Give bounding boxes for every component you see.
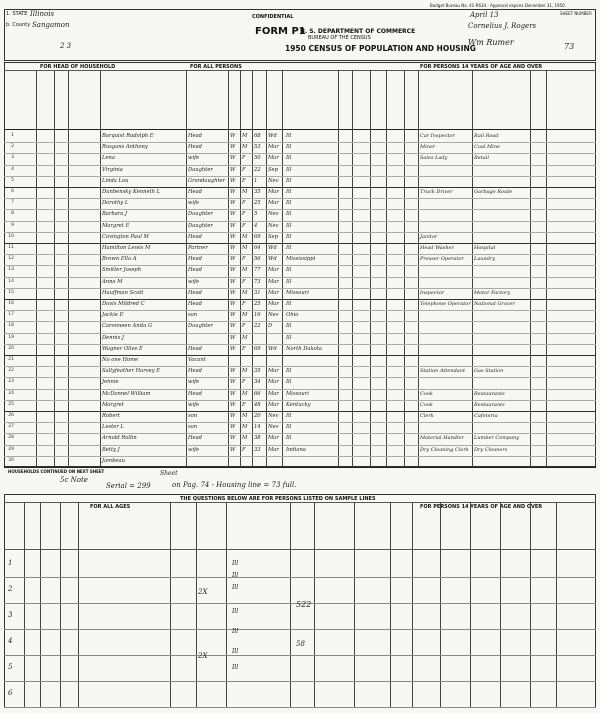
sample-line-marker: 2	[8, 585, 13, 593]
person-name: Davis Mildred C	[102, 301, 145, 307]
relationship: Grandaughter	[188, 177, 226, 184]
occupation: Cook	[420, 390, 433, 397]
row-line-number: 27	[8, 424, 14, 430]
marital-status: Nev	[268, 312, 279, 319]
age: 56	[254, 256, 261, 263]
sex: M	[242, 413, 248, 419]
row-line-number: 15	[8, 289, 14, 295]
age: 4	[254, 222, 258, 229]
race: W	[230, 289, 236, 296]
race: W	[230, 435, 236, 442]
sex: M	[242, 424, 248, 431]
sex: M	[242, 245, 248, 251]
relationship: son	[188, 424, 198, 431]
sample-value-h: 522	[296, 600, 312, 609]
occupation: Station Attendant	[420, 368, 465, 375]
age: 1	[254, 177, 258, 184]
marital-status: Wd	[268, 133, 277, 139]
sex: M	[242, 133, 248, 139]
row-line-number: 2	[11, 144, 14, 150]
race: W	[230, 301, 236, 307]
birthplace: Missouri	[286, 390, 309, 397]
sex: M	[242, 312, 248, 319]
occupation: Clerk	[420, 413, 434, 419]
industry: Hospital	[474, 245, 496, 251]
row-line-number: 17	[8, 312, 14, 318]
person-name: Brown Ella A	[102, 256, 137, 263]
industry: Garbage Route	[474, 189, 513, 195]
age: 34	[254, 379, 261, 386]
person-name: Betty J	[102, 446, 120, 453]
state-value: Illinois	[30, 10, 55, 18]
budget-note: Budget Bureau No. 41-R634 - Approval expires December 31, 1950.	[430, 3, 566, 8]
person-name: Hamilton Lewis M	[102, 245, 151, 251]
marital-status: Mar	[268, 390, 279, 397]
industry: Laundry	[474, 256, 496, 263]
birthplace: Ill	[286, 144, 292, 151]
race: W	[230, 334, 236, 341]
industry: Restaurants	[474, 390, 505, 397]
relationship: Head	[188, 189, 203, 195]
birthplace: Ill	[286, 424, 292, 431]
occupation: Sales Lady	[420, 155, 448, 162]
row-line-number: 18	[8, 323, 14, 329]
age: 50	[254, 155, 261, 162]
age: 16	[254, 312, 261, 319]
birthplace: Ill	[286, 413, 292, 419]
row-line-number: 12	[8, 256, 14, 262]
row-line-number: 20	[8, 345, 14, 351]
enumerator-signature: Wm Rumer	[468, 38, 514, 47]
race: W	[230, 379, 236, 386]
age: 69	[254, 345, 261, 352]
birthplace: Ill	[286, 323, 292, 330]
department-label: U. S. DEPARTMENT OF COMMERCE	[300, 28, 416, 35]
age: 64	[254, 245, 261, 251]
sample-line-marker: 6	[8, 689, 13, 697]
sample-value-k: Ill	[232, 664, 239, 671]
person-name: Barbara J	[102, 211, 128, 218]
race: W	[230, 345, 236, 352]
person-name: Barquist Rudolph E	[102, 133, 154, 139]
age: 5	[254, 211, 258, 218]
marital-status: Nev	[268, 177, 279, 184]
serial-note: Serial = 299	[106, 482, 151, 490]
sex: F	[242, 155, 246, 162]
birthplace: Ill	[286, 435, 292, 442]
age: 14	[254, 424, 261, 431]
relationship: wife	[188, 446, 200, 453]
sample-value-i: 58	[296, 640, 305, 648]
enumeration-date: April 13	[470, 11, 499, 19]
age: 22	[254, 323, 261, 330]
row-line-number: 29	[8, 446, 14, 452]
birthplace: Kentucky	[286, 401, 311, 408]
relationship: Head	[188, 144, 203, 151]
age: 38	[254, 435, 261, 442]
industry: Cafeteria	[474, 413, 498, 419]
relationship: Daughter	[188, 323, 213, 330]
occupation: Truck Driver	[420, 189, 453, 195]
race: W	[230, 155, 236, 162]
relationship: Head	[188, 368, 203, 375]
sex: F	[242, 200, 246, 207]
marital-status: Sep	[268, 166, 278, 173]
person-name: Sallyfeather Harvey E	[102, 368, 161, 375]
occupation: Telephone Operator	[420, 301, 471, 307]
occupation: Cook	[420, 401, 433, 408]
birthplace: Ill	[286, 233, 292, 240]
relationship: Partner	[188, 245, 208, 251]
section-all: FOR ALL PERSONS	[190, 64, 242, 70]
county-value: Sangamon	[32, 21, 70, 29]
sample-value-a: 2X	[198, 588, 208, 596]
county-label: b. County	[6, 22, 31, 28]
state-label: 1. STATE	[6, 11, 28, 17]
sheet-note: Sheet	[160, 470, 178, 477]
industry: Motor Factory	[474, 289, 511, 296]
age: 25	[254, 301, 261, 307]
relationship: Head	[188, 267, 203, 274]
marital-status: Sep	[268, 233, 278, 240]
occupation: Janitor	[420, 233, 438, 240]
age: 77	[254, 267, 261, 274]
age: 73	[254, 278, 261, 285]
sex: F	[242, 301, 246, 307]
row-line-number: 19	[8, 334, 14, 340]
sample-value-c: Ill	[232, 572, 239, 579]
person-name: Arnold Rollin	[102, 435, 137, 442]
person-name: Dennis J	[102, 334, 124, 341]
sex: M	[242, 289, 248, 296]
confidential-label: CONFIDENTIAL	[252, 14, 294, 20]
birthplace: North Dakota	[286, 345, 322, 352]
birthplace: Mississippi	[286, 256, 316, 263]
sex: F	[242, 222, 246, 229]
age: 53	[254, 144, 261, 151]
relationship: wife	[188, 200, 200, 207]
age: 66	[254, 390, 261, 397]
row-line-number: 22	[8, 368, 14, 374]
occupation: Material Handler	[420, 435, 464, 442]
sex: F	[242, 379, 246, 386]
section-14: FOR PERSONS 14 YEARS OF AGE AND OVER	[420, 64, 543, 70]
person-name: Wagner Olive E	[102, 345, 143, 352]
sex: M	[242, 144, 248, 151]
age: 25	[254, 200, 261, 207]
row-line-number: 14	[8, 278, 14, 284]
row-line-number: 11	[8, 245, 14, 250]
marital-status: Mar	[268, 435, 279, 442]
birthplace: Ill	[286, 368, 292, 375]
bureau-label: BUREAU OF THE CENSUS	[308, 35, 371, 41]
marital-status: Mar	[268, 401, 279, 408]
occupation: Inspector	[420, 289, 445, 296]
sample-value-g: Ill	[232, 648, 239, 655]
sex: F	[242, 166, 246, 173]
sample-line-marker: 1	[8, 559, 13, 567]
person-name: Jennie	[102, 379, 119, 386]
industry: Coal Mine	[474, 144, 500, 151]
occupation: Presser Operator	[420, 256, 464, 263]
sample-line-marker: 4	[8, 637, 13, 645]
birthplace: Ill	[286, 200, 292, 207]
race: W	[230, 177, 236, 184]
race: W	[230, 245, 236, 251]
relationship: Head	[188, 301, 203, 307]
person-name: Anna M	[102, 278, 123, 285]
row-line-number: 4	[11, 166, 14, 172]
birthplace: Ill	[286, 267, 292, 274]
person-name: Jambeau	[102, 457, 125, 464]
sheet-number-label: SHEET NUMBER	[560, 11, 592, 16]
row-line-number: 25	[8, 401, 14, 407]
industry: Restaurants	[474, 401, 505, 408]
birthplace: Missouri	[286, 289, 309, 296]
see-note: on Pag. 74 - Housing line = 73 full.	[172, 481, 297, 489]
side-note: 5c Note	[60, 476, 88, 484]
marital-status: Mar	[268, 289, 279, 296]
row-line-number: 8	[11, 211, 14, 217]
occupation: Dry Cleaning Clerk	[420, 446, 469, 453]
marital-status: Nev	[268, 413, 279, 419]
age: 35	[254, 189, 261, 195]
sample-value-e: Ill	[232, 608, 239, 615]
marital-status: Mar	[268, 379, 279, 386]
industry: Lumber Company	[474, 435, 520, 442]
industry: Dry Cleaners	[474, 446, 508, 453]
person-name: Margret	[102, 401, 124, 408]
sex: F	[242, 345, 246, 352]
relationship: Head	[188, 390, 203, 397]
race: W	[230, 323, 236, 330]
sample-header: THE QUESTIONS BELOW ARE FOR PERSONS LISTED ON SAMPLE LINES	[180, 496, 376, 502]
age: 68	[254, 133, 261, 139]
person-name: McDonnel William	[102, 390, 151, 397]
sample-14: FOR PERSONS 14 YEARS OF AGE AND OVER	[420, 504, 543, 510]
person-name: Jackie E	[102, 312, 124, 319]
birthplace: Ill	[286, 379, 292, 386]
form-label: FORM P1	[255, 26, 306, 37]
person-name: Lester L	[102, 424, 124, 431]
marital-status: Mar	[268, 200, 279, 207]
sex: F	[242, 446, 246, 453]
relationship: son	[188, 413, 198, 419]
birthplace: Ill	[286, 245, 292, 251]
row-line-number: 23	[8, 379, 14, 385]
census-title: 1950 CENSUS OF POPULATION AND HOUSING	[285, 44, 476, 53]
sex: M	[242, 189, 248, 195]
sex: M	[242, 390, 248, 397]
row-line-number: 21	[8, 357, 14, 362]
occupation: Head Washer	[420, 245, 454, 251]
birthplace: Ill	[286, 166, 292, 173]
person-name: Rasgans Anthony	[102, 144, 148, 151]
sex: M	[242, 368, 248, 375]
person-name: Virginia	[102, 166, 123, 173]
marital-status: Wd	[268, 256, 277, 263]
person-name: Linda Lou	[102, 177, 129, 184]
industry: Retail	[474, 155, 489, 162]
marital-status: D	[268, 323, 273, 330]
marital-status: Wd	[268, 345, 277, 352]
row-line-number: 6	[11, 189, 14, 194]
birthplace: Ill	[286, 211, 292, 218]
row-line-number: 1	[11, 133, 14, 138]
person-name: Margret E	[102, 222, 130, 229]
birthplace: Ill	[286, 278, 292, 285]
row-line-number: 13	[8, 267, 14, 273]
relationship: Head	[188, 345, 203, 352]
industry: National Grocer	[474, 301, 515, 307]
age: 35	[254, 368, 261, 375]
section-head: FOR HEAD OF HOUSEHOLD	[40, 64, 116, 70]
relationship: Head	[188, 233, 203, 240]
sample-all-ages: FOR ALL AGES	[90, 504, 131, 510]
occupation: Car Inspector	[420, 133, 455, 139]
sex: F	[242, 323, 246, 330]
sex: M	[242, 334, 248, 341]
sex: F	[242, 256, 246, 263]
sample-line-marker: 5	[8, 663, 13, 671]
race: W	[230, 256, 236, 263]
marital-status: Mar	[268, 155, 279, 162]
race: W	[230, 401, 236, 408]
age: 33	[254, 446, 261, 453]
enumerator-name: Cornelius J. Rogers	[468, 22, 537, 30]
birthplace: Ill	[286, 301, 292, 307]
industry: Gas Station	[474, 368, 504, 375]
race: W	[230, 222, 236, 229]
race: W	[230, 200, 236, 207]
race: W	[230, 413, 236, 419]
sex: F	[242, 177, 246, 184]
marital-status: Mar	[268, 368, 279, 375]
occupation: Miner	[420, 144, 436, 151]
row-line-number: 24	[8, 390, 14, 396]
ed-value: 2 3	[60, 42, 72, 50]
person-name: Covington Paul M	[102, 233, 149, 240]
marital-status: Mar	[268, 189, 279, 195]
age: 20	[254, 413, 261, 419]
sex: F	[242, 278, 246, 285]
sheet-number: 73	[564, 42, 575, 51]
person-name: Dorothy L	[102, 200, 129, 207]
industry: Rail Road	[474, 133, 499, 139]
age: 22	[254, 166, 261, 173]
sex: F	[242, 211, 246, 218]
relationship: Vacant	[188, 357, 206, 363]
race: W	[230, 424, 236, 431]
race: W	[230, 211, 236, 218]
marital-status: Mar	[268, 301, 279, 307]
birthplace: Indiana	[286, 446, 306, 453]
person-name: Lena	[102, 155, 115, 162]
marital-status: Mar	[268, 446, 279, 453]
marital-status: Mar	[268, 267, 279, 274]
sample-value-b: Ill	[232, 560, 239, 567]
race: W	[230, 368, 236, 375]
row-line-number: 10	[8, 233, 14, 239]
relationship: Head	[188, 133, 203, 139]
relationship: wife	[188, 155, 200, 162]
relationship: Head	[188, 256, 203, 263]
row-line-number: 16	[8, 301, 14, 306]
marital-status: Nev	[268, 424, 279, 431]
sample-value-f: Ill	[232, 628, 239, 635]
person-name: Caronneen Anita G	[102, 323, 153, 330]
sex: M	[242, 435, 248, 442]
relationship: Daughter	[188, 222, 213, 229]
birthplace: Ill	[286, 133, 292, 139]
marital-status: Mar	[268, 144, 279, 151]
age: 48	[254, 401, 261, 408]
person-name: Hauffman Scott	[102, 289, 144, 296]
sample-line-marker: 3	[8, 611, 13, 619]
row-line-number: 3	[11, 155, 14, 161]
race: W	[230, 278, 236, 285]
marital-status: Wd	[268, 245, 277, 251]
marital-status: Mar	[268, 278, 279, 285]
marital-status: Nev	[268, 211, 279, 218]
race: W	[230, 189, 236, 195]
age: 31	[254, 289, 261, 296]
person-name: Dunbensky Kenneth L	[102, 189, 161, 195]
birthplace: Ill	[286, 222, 292, 229]
sample-value-d: Ill	[232, 584, 239, 591]
race: W	[230, 267, 236, 274]
race: W	[230, 144, 236, 151]
marital-status: Nev	[268, 222, 279, 229]
person-name: Robert	[102, 413, 120, 419]
race: W	[230, 133, 236, 139]
sex: M	[242, 233, 248, 240]
birthplace: Ill	[286, 155, 292, 162]
race: W	[230, 166, 236, 173]
relationship: son	[188, 312, 198, 319]
households-footer: HOUSEHOLDS CONTINUED ON NEXT SHEET	[8, 469, 105, 474]
birthplace: Ill	[286, 334, 292, 341]
birthplace: Ill	[286, 177, 292, 184]
sample-value-j: 2X	[198, 652, 208, 660]
person-name: Smitter Joseph	[102, 267, 142, 274]
relationship: wife	[188, 401, 200, 408]
birthplace: Ill	[286, 189, 292, 195]
row-line-number: 5	[11, 177, 14, 183]
relationship: Daughter	[188, 166, 213, 173]
race: W	[230, 390, 236, 397]
row-line-number: 30	[8, 457, 14, 463]
row-line-number: 7	[11, 200, 14, 206]
race: W	[230, 233, 236, 240]
relationship: Head	[188, 435, 203, 442]
relationship: wife	[188, 278, 200, 285]
sex: F	[242, 401, 246, 408]
sex: M	[242, 267, 248, 274]
birthplace: Ohio	[286, 312, 299, 319]
row-line-number: 9	[11, 222, 14, 228]
race: W	[230, 446, 236, 453]
relationship: Daughter	[188, 211, 213, 218]
age: 69	[254, 233, 261, 240]
row-line-number: 26	[8, 413, 14, 418]
relationship: wife	[188, 379, 200, 386]
person-name: No one Home	[102, 357, 139, 363]
relationship: Head	[188, 289, 203, 296]
race: W	[230, 312, 236, 319]
row-line-number: 28	[8, 435, 14, 441]
